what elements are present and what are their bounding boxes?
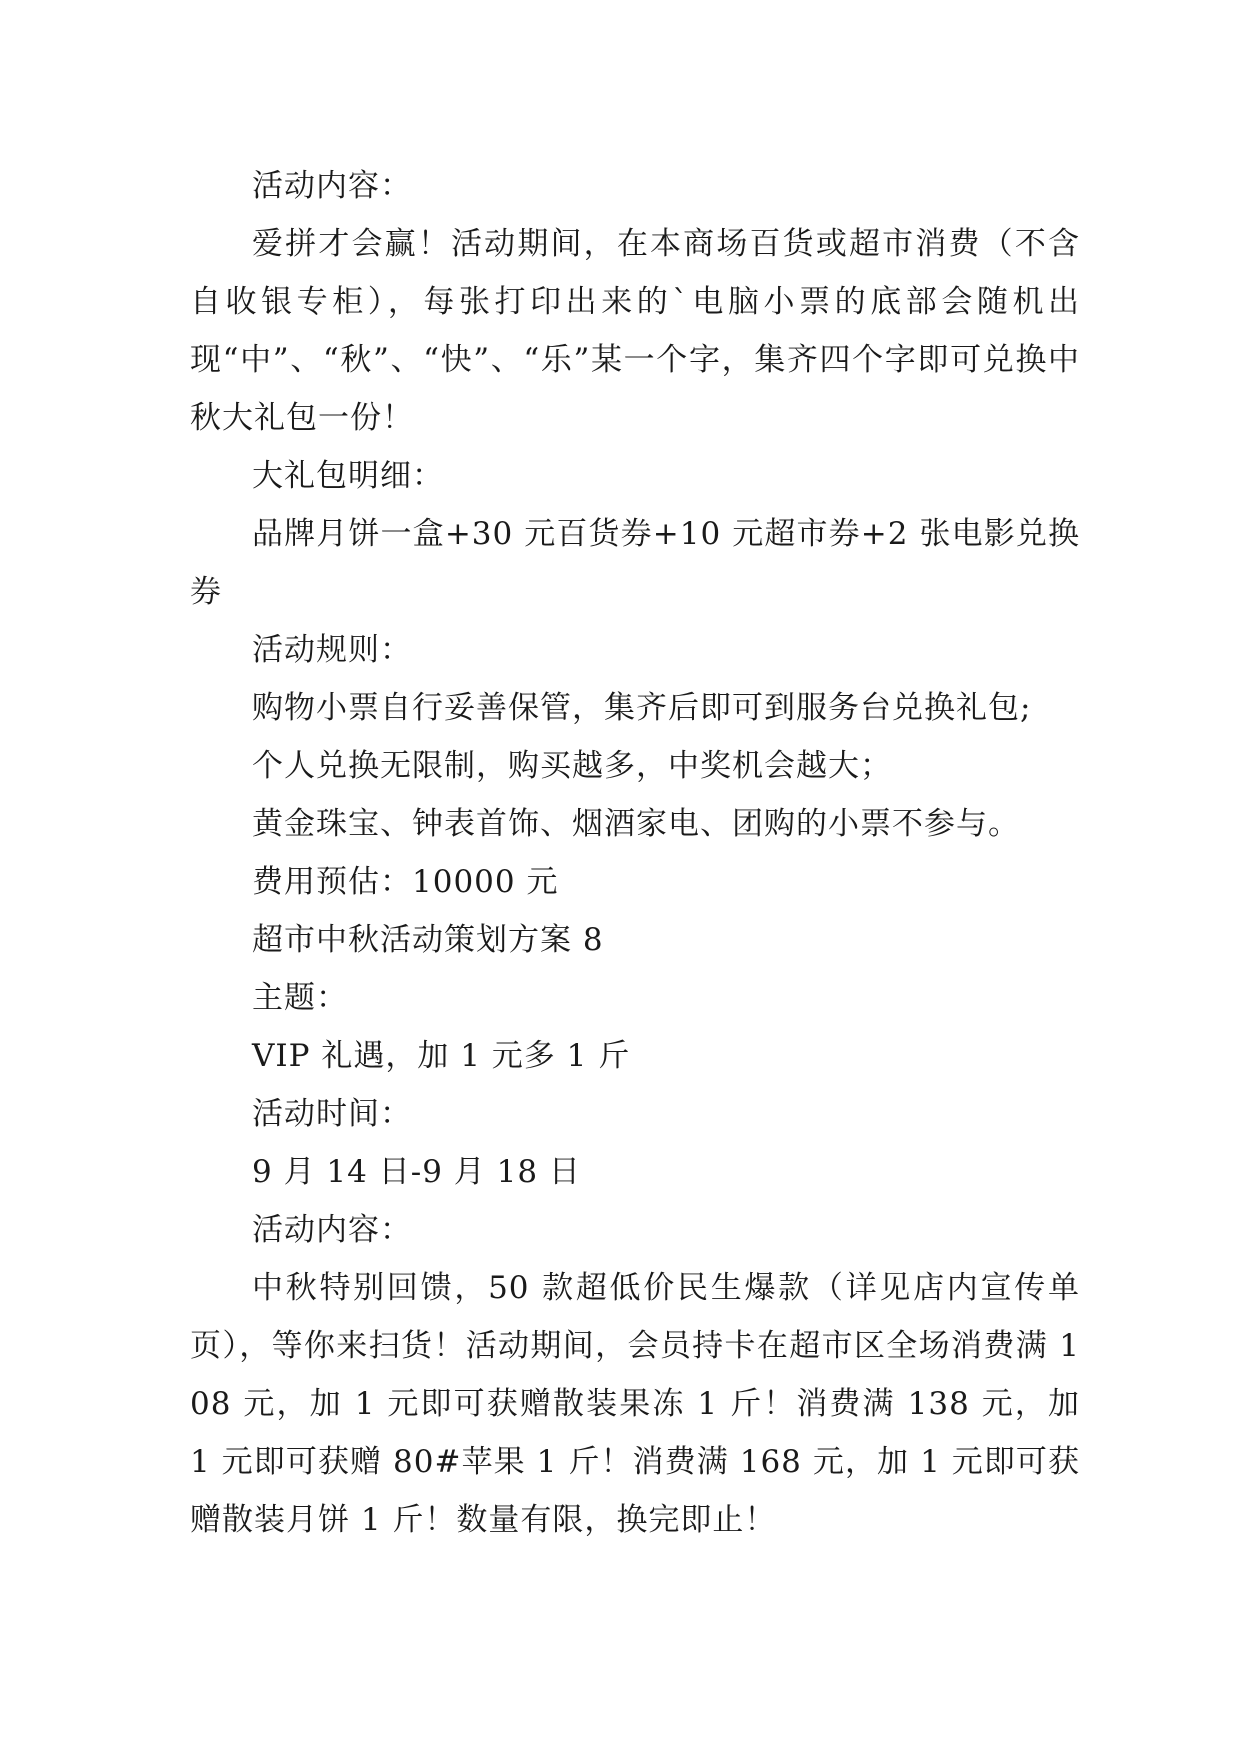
paragraph-rule-2: 个人兑换无限制，购买越多，中奖机会越大； [252,748,892,784]
paragraph-gift-pack-details: 品牌月饼一盒+30 元百货券+10 元超市券+2 张电影兑换券 [190,516,1080,610]
paragraph-plan-title: 超市中秋活动策划方案 8 [252,922,604,958]
paragraph-gift-pack-heading: 大礼包明细： [252,458,444,494]
paragraph-rule-1: 购物小票自行妥善保管，集齐后即可到服务台兑换礼包; [252,690,1032,726]
paragraph-rule-3: 黄金珠宝、钟表首饰、烟酒家电、团购的小票不参与。 [252,806,1020,842]
paragraph-time-heading: 活动时间： [252,1096,412,1132]
paragraph-activity-content-heading-2: 活动内容： [252,1212,412,1248]
paragraph-rules-heading: 活动规则： [252,632,412,668]
paragraph-activity-content-2: 中秋特别回馈，50 款超低价民生爆款（详见店内宣传单页），等你来扫货！活动期间，会员持卡在超市区全场消费满 108 元，加 1 元即可获赠散装果冻 1 斤！消费满 138 元，加 1 元即可获赠 80#苹果 1 斤！消费满 168 元，加 1 元即可获赠散装月饼 1 斤！数量有限，换完即止！ [190,1270,1080,1538]
paragraph-activity-content-heading: 活动内容： [252,168,412,204]
paragraph-cost-estimate: 费用预估：10000 元 [252,864,559,900]
paragraph-theme-heading: 主题： [252,980,348,1016]
document-body [190,157,1080,1549]
paragraph-activity-content-1: 爱拼才会赢！活动期间，在本商场百货或超市消费（不含自收银专柜），每张打印出来的`电脑小票的底部会随机出现“中”、“秋”、“快”、“乐”某一个字，集齐四个字即可兑换中秋大礼包一份！ [190,226,1080,436]
paragraph-time: 9 月 14 日-9 月 18 日 [252,1154,581,1190]
paragraph-theme: VIP 礼遇，加 1 元多 1 斤 [252,1038,631,1074]
